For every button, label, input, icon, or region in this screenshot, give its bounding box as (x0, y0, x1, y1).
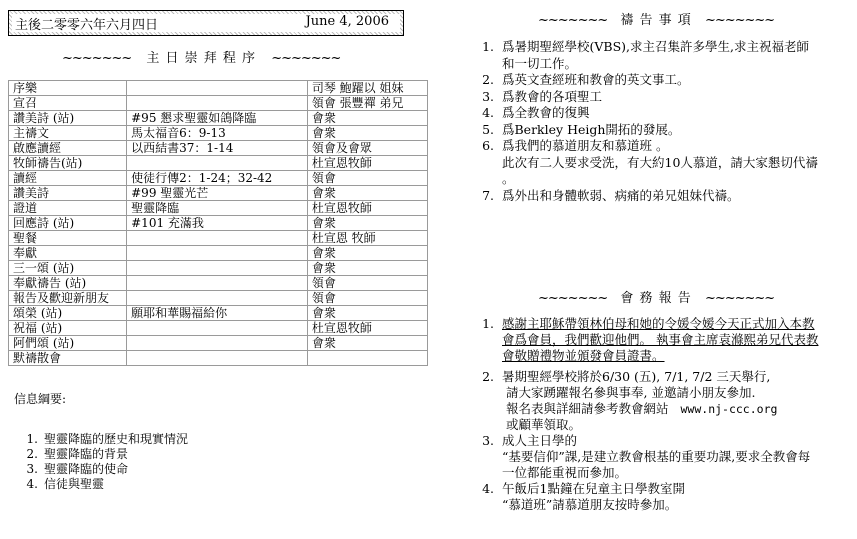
program-content (127, 156, 308, 171)
program-row (9, 261, 428, 276)
prayer-item-number: 3. (482, 88, 494, 104)
report-item-text (502, 401, 850, 417)
report-item-text: 請大家踴躍報名參與事奉, 並邀請小朋友參加. (506, 385, 756, 400)
program-row (9, 321, 428, 336)
program-content (127, 321, 308, 336)
program-leader: 會衆 (307, 306, 427, 321)
prayer-item-text: 。 (502, 171, 515, 186)
program-leader: 杜宣恩牧師 (307, 321, 427, 336)
program-leader: 會衆 (307, 216, 427, 231)
report-item-number: 3. (482, 433, 494, 448)
report-title: 會 務 報 告 (620, 291, 692, 306)
tilde-decor-right: ~~~~~~~ (271, 51, 341, 66)
outline-item-number: 2. (26, 447, 38, 461)
program-row (9, 201, 428, 216)
program-item: 讚美詩 (站) (9, 111, 127, 126)
prayer-item-text: 和一切工作。 (502, 55, 578, 71)
program-content: 使徒行傳2：1-24；32-42 (127, 171, 308, 186)
program-leader: 領會 張豐禪 弟兄 (307, 96, 427, 111)
program-leader: 領會 (307, 171, 427, 186)
tilde-decor-left: ~~~~~~~ (62, 51, 132, 66)
program-leader: 杜宣恩牧師 (307, 156, 427, 171)
report-heading (538, 287, 774, 306)
program-leader: 會衆 (307, 111, 427, 126)
program-item: 序樂 (9, 81, 127, 96)
program-content (127, 261, 308, 276)
program-item: 頌榮 (站) (9, 306, 127, 321)
program-row (9, 81, 428, 96)
prayer-item-number: 2. (482, 72, 494, 87)
program-leader: 會衆 (307, 126, 427, 141)
report-item-text: 一位都能重視而參加。 (502, 465, 628, 480)
program-leader: 領會 (307, 276, 427, 291)
program-item: 讀經 (9, 171, 127, 186)
program-item: 主禱文 (9, 126, 127, 141)
program-content: 以西結書37：1-14 (127, 141, 308, 156)
program-row (9, 231, 428, 246)
outline-item-text: 聖靈降臨的背景 (44, 447, 129, 461)
worship-program-table (8, 80, 428, 366)
program-leader: 會衆 (307, 336, 427, 351)
program-content (127, 246, 308, 261)
program-content (127, 336, 308, 351)
prayer-item (476, 138, 850, 188)
program-row (9, 351, 428, 366)
program-row (9, 216, 428, 231)
program-item: 三一頌 (站) (9, 261, 127, 276)
report-item-text: “慕道班”請慕道朋友按時參加。 (502, 497, 678, 512)
outline-item (10, 432, 188, 447)
prayer-item-text: 爲全教會的復興 (502, 105, 590, 120)
tilde-decor-left: ~~~~~~~ (538, 291, 608, 306)
outline-item-number: 3. (26, 462, 38, 476)
prayer-title: 禱 告 事 項 (620, 13, 692, 28)
date-chinese: 主後二零零六年六月四日 (15, 18, 159, 33)
program-content (127, 81, 308, 96)
program-content (127, 276, 308, 291)
program-content: 願耶和華賜福給你 (127, 306, 308, 321)
report-item-text: 暑期聖經學校將於6/30 (五), 7/1, 7/2 三天舉行, (502, 369, 771, 384)
report-item-text: 會爲會員，我們歡迎他們。 執事會主席袁滌熙弟兄代表教 (502, 332, 819, 347)
program-content: 聖靈降臨 (127, 201, 308, 216)
date-banner (8, 10, 404, 36)
program-leader: 會衆 (307, 261, 427, 276)
tilde-decor-right: ~~~~~~~ (704, 13, 775, 28)
prayer-item (476, 105, 850, 122)
program-row (9, 186, 428, 201)
prayer-heading (538, 9, 774, 28)
prayer-item-text: 爲我們的慕道朋友和慕道班 。 (502, 138, 669, 153)
program-row (9, 291, 428, 306)
program-row (9, 306, 428, 321)
report-item-2 (476, 369, 850, 433)
program-item: 阿們頌 (站) (9, 336, 127, 351)
report-item-text: 成人主日學的 (502, 433, 578, 448)
outline-item-number: 4. (26, 477, 38, 491)
program-item: 讚美詩 (9, 186, 127, 201)
program-item: 證道 (9, 201, 127, 216)
outline-item (10, 447, 188, 462)
program-content: #101 充滿我 (127, 216, 308, 231)
program-item: 聖餐 (9, 231, 127, 246)
program-row (9, 156, 428, 171)
program-item: 回應詩 (站) (9, 216, 127, 231)
program-leader: 杜宣恩 牧師 (307, 231, 427, 246)
prayer-item-number: 6. (482, 138, 494, 153)
prayer-item-text: 爲教會的各項聖工 (502, 88, 603, 104)
program-content (127, 96, 308, 111)
report-item-1 (476, 316, 850, 364)
report-item-text: 會敬贈禮物並頒發會員證書。 (502, 348, 665, 363)
prayer-item (476, 39, 850, 72)
program-leader: 會衆 (307, 246, 427, 261)
program-heading (62, 47, 340, 66)
prayer-item-number: 5. (482, 121, 494, 137)
website-link[interactable]: www.nj-ccc.org (680, 402, 778, 416)
report-item-text: 午飯后1點鐘在兒童主日學教室開 (502, 481, 685, 496)
program-item: 祝福 (站) (9, 321, 127, 336)
prayer-item-number: 1. (482, 39, 494, 54)
prayer-item-text: 爲暑期聖經學校(VBS),求主召集許多學生,求主祝福老師 (502, 39, 809, 54)
prayer-item (476, 89, 850, 106)
program-leader: 杜宣恩牧師 (307, 201, 427, 216)
program-row (9, 141, 428, 156)
registration-note: 報名表與詳細請參考教會網站 (506, 401, 669, 416)
report-item-number: 1. (482, 316, 494, 331)
program-content: #95 懇求聖靈如鴿降臨 (127, 111, 308, 126)
program-content (127, 351, 308, 366)
date-english: June 4, 2006 (305, 14, 389, 29)
prayer-item-text: 爲外出和身體軟弱、病痛的弟兄姐妹代禱。 (502, 187, 740, 203)
prayer-item-number: 4. (482, 105, 494, 120)
program-content (127, 291, 308, 306)
program-item: 報告及歡迎新朋友 (9, 291, 127, 306)
prayer-item-number: 7. (482, 187, 494, 203)
prayer-item-text: 爲英文查經班和教會的英文事工。 (502, 72, 690, 87)
program-leader: 會衆 (307, 186, 427, 201)
outline-item-text: 聖靈降臨的使命 (44, 462, 129, 476)
outline-item-number: 1. (26, 432, 38, 446)
sermon-outline-title: 信息綱要: (14, 392, 67, 406)
program-title: 主 日 崇 拜 程 序 (146, 51, 257, 66)
program-leader: 領會 (307, 291, 427, 306)
report-item-4 (476, 481, 850, 513)
report-item-number: 4. (482, 481, 494, 496)
report-item-number: 2. (482, 369, 494, 384)
report-list (476, 316, 850, 513)
program-item: 啟應讀經 (9, 141, 127, 156)
tilde-decor-left: ~~~~~~~ (538, 13, 608, 28)
program-leader (307, 351, 427, 366)
program-item: 默禱散會 (9, 351, 127, 366)
sermon-outline-list (10, 432, 188, 492)
program-content (127, 231, 308, 246)
report-item-3 (476, 433, 850, 481)
program-item: 奉獻 (9, 246, 127, 261)
program-row (9, 96, 428, 111)
prayer-list (476, 39, 850, 204)
program-row (9, 246, 428, 261)
program-row (9, 126, 428, 141)
prayer-item-text: 此次有二人要求受洗，有大約10人慕道，請大家懇切代禱 (502, 154, 818, 170)
program-leader: 領會及會眾 (307, 141, 427, 156)
program-item: 宣召 (9, 96, 127, 111)
program-row (9, 336, 428, 351)
program-content: 馬太福音6：9-13 (127, 126, 308, 141)
program-item: 牧師禱告(站) (9, 156, 127, 171)
outline-item (10, 462, 188, 477)
prayer-item (476, 188, 850, 205)
tilde-decor-right: ~~~~~~~ (704, 291, 775, 306)
program-row (9, 171, 428, 186)
prayer-item (476, 72, 850, 89)
report-item-text: 或顧華領取。 (506, 417, 582, 432)
program-row (9, 276, 428, 291)
program-leader: 司琴 鮑躍以 姐妹 (307, 81, 427, 96)
prayer-item-text: 爲Berkley Heigh開拓的發展。 (502, 121, 681, 137)
report-item-text: 感謝主耶穌帶領林伯母和她的令媛令嫒今天正式加入本教 (502, 316, 815, 331)
outline-item-text: 信徒與聖靈 (44, 477, 105, 491)
program-row (9, 111, 428, 126)
program-table-body (9, 81, 428, 366)
report-item-text: “基要信仰”課,是建立教會根基的重要功課,要求全教會每 (502, 449, 811, 464)
prayer-item (476, 122, 850, 139)
program-content: #99 聖靈光芒 (127, 186, 308, 201)
program-item: 奉獻禱告 (站) (9, 276, 127, 291)
outline-item-text: 聖靈降臨的歷史和現實情況 (44, 432, 189, 446)
outline-item (10, 477, 188, 492)
